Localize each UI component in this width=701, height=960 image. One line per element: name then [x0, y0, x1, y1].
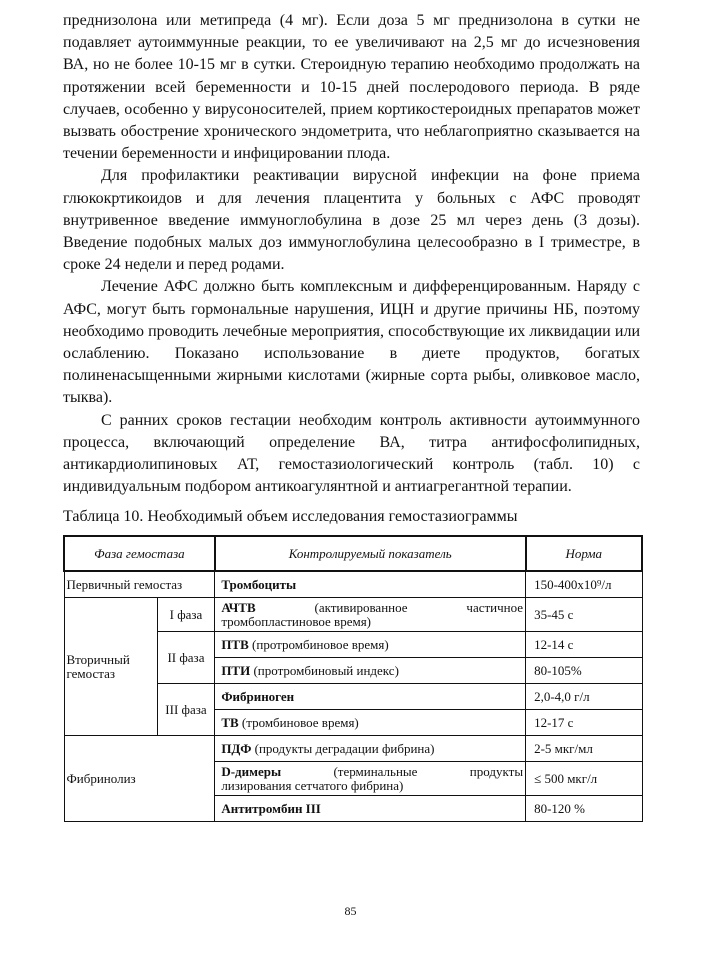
indicator-d-dimers-text: лизирования сетчатого фибрина)	[221, 777, 404, 793]
indicator-d-dimers-text: (терминальные	[333, 763, 418, 779]
norm-pdf: 2-5 мкг/мл	[526, 736, 642, 762]
indicator-platelets: Тромбоциты	[221, 576, 297, 592]
indicator-achtv-text: (активированное	[314, 599, 408, 615]
norm-pti: 80-105%	[526, 658, 642, 684]
indicator-pdf-text: (продукты деградации фибрина)	[251, 740, 435, 756]
indicator-cell	[215, 658, 526, 684]
indicator-tv: ТВ	[221, 714, 239, 730]
page-body	[63, 10, 640, 822]
hemostasis-table	[63, 535, 643, 822]
indicator-pdf: ПДФ	[221, 740, 252, 756]
indicator-cell	[215, 632, 526, 658]
paragraph-1: преднизолона или метипреда (4 мг). Если доза 5 мг преднизолона в сутки не подавляет аутоиммунные реакции, то ее увеличивают на 2,5 мг до исчезновения ВА, но не более 10-15 мг в сутки. Стероидную терапию необходимо продолжать на протяжении всей беременности и 10-15 дней послеродового периода. В ряде случаев, особенно у вирусоносителей, прием кортикостероидных препаратов может вызвать обострение хронического эндометрита, что неблагоприятно сказывается на течении беременности и инфицировании плода.	[63, 12, 640, 163]
indicator-cell	[215, 684, 526, 710]
table-row	[64, 598, 642, 632]
paragraph-4: С ранних сроков гестации необходим контроль активности аутоиммунного процесса, включающий определение ВА, титра антифосфолипидных, антикардиолипиновых АТ, гемостазиологический контроль (табл. 10) с индивидуальным подбором антикоагулянтной и антиагрегантной терапии.	[63, 411, 640, 496]
page-number: 85	[344, 904, 357, 918]
header-indicator: Контролируемый показатель	[215, 536, 526, 571]
indicator-d-dimers: D-димеры	[221, 763, 282, 779]
paragraph-2: Для профилактики реактивации вирусной инфекции на фоне приема глюкокртикоидов и для лечения плацентита у больных с АФС проводят внутривенное введение иммуноглобулина в дозе 25 мл через день (3 дозы). Введение подобных малых доз иммуноглобулина целесообразно в I триместре, в сроке 24 недели и перед родами.	[63, 167, 640, 274]
norm-tv: 12-17 с	[526, 710, 642, 736]
indicator-achtv: АЧТВ	[221, 599, 256, 615]
table-header-row	[64, 536, 642, 571]
indicator-cell	[215, 762, 526, 796]
indicator-pti-text: (протромбиновый индекс)	[250, 662, 399, 678]
indicator-cell	[215, 710, 526, 736]
norm-antithrombin: 80-120 %	[526, 796, 642, 822]
norm-d-dimers: ≤ 500 мкг/л	[526, 762, 642, 796]
subphase-2: II фаза	[157, 632, 215, 684]
indicator-cell	[215, 598, 526, 632]
header-norm: Норма	[526, 536, 642, 571]
indicator-achtv-text: частичное	[466, 599, 524, 615]
indicator-cell	[215, 736, 526, 762]
indicator-tv-text: (тромбиновое время)	[238, 714, 359, 730]
table-row	[64, 736, 642, 762]
indicator-fibrinogen: Фибриноген	[221, 688, 295, 704]
indicator-ptv: ПТВ	[221, 636, 249, 652]
indicator-cell	[215, 796, 526, 822]
norm-ptv: 12-14 с	[526, 632, 642, 658]
table-caption: Таблица 10. Необходимый объем исследования гемостазиограммы	[63, 508, 518, 526]
table-row	[64, 571, 642, 598]
norm-achtv: 35-45 с	[526, 598, 642, 632]
indicator-ptv-text: (протромбиновое время)	[248, 636, 389, 652]
paragraph-3: Лечение АФС должно быть комплексным и дифференцированным. Наряду с АФС, могут быть гормональные нарушения, ИЦН и другие причины НБ, поэтому необходимо проводить лечебные мероприятия, способствующие их ликвидации или ослаблению. Показано использование в диете продуктов, богатых полиненасыщенными жирными кислотами (жирные сорта рыбы, оливковое масло, тыква).	[63, 278, 640, 407]
subphase-1: I фаза	[157, 598, 215, 632]
indicator-d-dimers-text: продукты	[469, 763, 524, 779]
phase-primary: Первичный гемостаз	[64, 571, 215, 598]
norm-platelets: 150-400x10⁹/л	[526, 571, 642, 598]
norm-fibrinogen: 2,0-4,0 г/л	[526, 684, 642, 710]
header-phase: Фаза гемостаза	[64, 536, 215, 571]
indicator-cell	[215, 571, 526, 598]
phase-fibrinolysis: Фибринолиз	[64, 736, 215, 822]
indicator-achtv-text: тромбопластиновое время)	[221, 613, 371, 629]
indicator-pti: ПТИ	[221, 662, 251, 678]
indicator-antithrombin: Антитромбин III	[221, 800, 321, 816]
phase-secondary: Вторичный гемостаз	[64, 598, 157, 736]
subphase-3: III фаза	[157, 684, 215, 736]
